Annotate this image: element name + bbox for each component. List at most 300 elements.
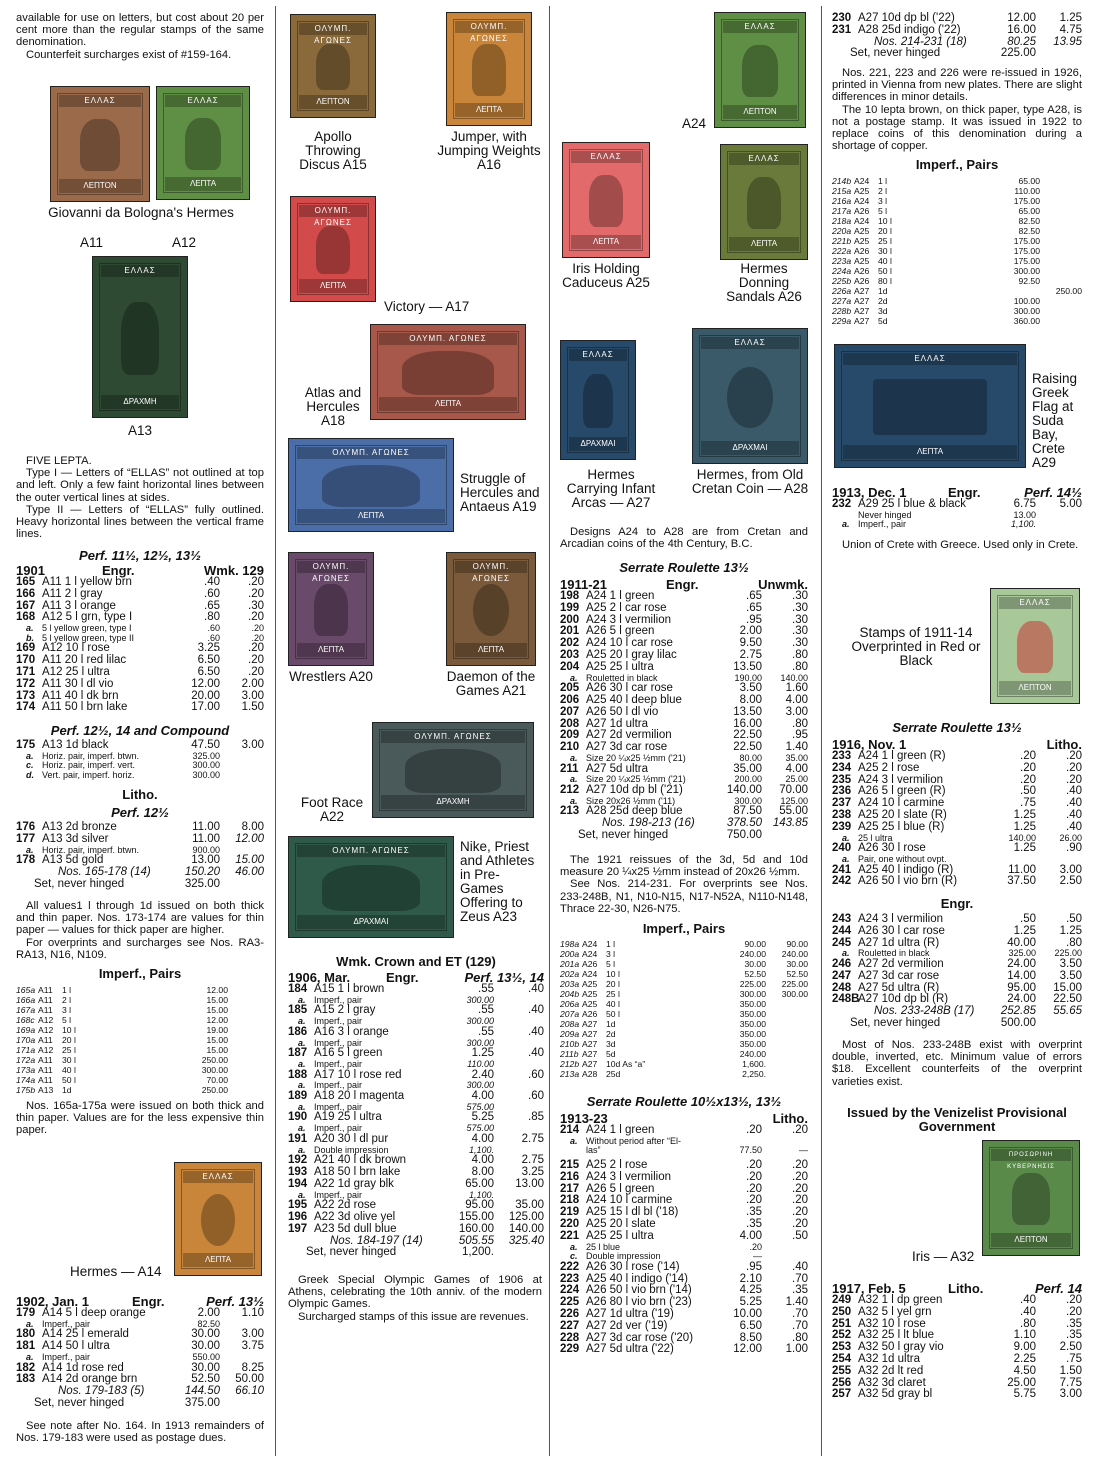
table-row bbox=[832, 971, 1082, 983]
pair-value: 175.00 bbox=[1013, 246, 1040, 256]
catalog-number: 200a bbox=[560, 949, 580, 959]
label-a28: Hermes, from Old Cretan Coin — A28 bbox=[691, 467, 809, 496]
table-1901 bbox=[16, 563, 264, 714]
overprint-note: Most of Nos. 233-248B exist with overprint double, inverted, etc. Minimum value of errors $18. Excellent counterfeits of the overprint varieties exist. bbox=[832, 1039, 1082, 1088]
table-1906 bbox=[288, 970, 544, 1259]
description: A27 10d dp bl ('22) bbox=[858, 12, 955, 24]
unused-value: 82.50 bbox=[197, 1318, 220, 1329]
catalog-number: a. bbox=[26, 750, 34, 761]
catalog-number: a. bbox=[26, 844, 34, 855]
used-value: .60 bbox=[528, 1089, 544, 1102]
used-value: 70.00 bbox=[779, 783, 808, 796]
unused-value: .20 bbox=[746, 1158, 762, 1171]
catalog-number: 233 bbox=[832, 750, 852, 762]
table-row bbox=[832, 876, 1082, 888]
unused-value: 8.50 bbox=[739, 1331, 762, 1344]
catalog-number: 255 bbox=[832, 1364, 852, 1377]
design-type: A27 bbox=[854, 296, 870, 306]
unused-value: 11.00 bbox=[192, 821, 220, 833]
description: A24 3 l vermilion bbox=[586, 1170, 672, 1183]
description: Imperf., pair bbox=[314, 1101, 363, 1112]
pair-value: 250.00 bbox=[201, 1085, 228, 1095]
imperf-row bbox=[832, 186, 1082, 196]
used-value: .80 bbox=[1066, 936, 1082, 949]
design-type: A26 bbox=[854, 206, 870, 216]
catalog-number: a. bbox=[570, 752, 578, 763]
description: A25 2 l rose bbox=[586, 1158, 648, 1171]
description: 5 l yellow green, type I bbox=[42, 623, 132, 634]
catalog-number: 234 bbox=[832, 761, 852, 774]
description: A32 3d claret bbox=[858, 1376, 926, 1389]
description: A25 15 l dl bl ('18) bbox=[586, 1206, 679, 1219]
description: A14 1d rose red bbox=[42, 1361, 124, 1374]
stamp-a15: ΟΛΥΜΠ. ΑΓΩΝΕΣ ΛΕΠΤΟΝ bbox=[290, 14, 376, 118]
table-row bbox=[560, 1219, 808, 1231]
stamp-a18: ΟΛΥΜΠ. ΑΓΩΝΕΣ ΛΕΠΤΑ bbox=[370, 324, 526, 420]
catalog-number: 215 bbox=[560, 1158, 580, 1171]
catalog-number: a. bbox=[298, 1123, 306, 1134]
used-value: .30 bbox=[792, 625, 808, 638]
imperf-heading: Imperf., Pairs bbox=[915, 157, 999, 172]
unused-value: 160.00 bbox=[458, 1222, 494, 1235]
used-value: .20 bbox=[1066, 1305, 1082, 1318]
denomination: 25 l bbox=[62, 1045, 76, 1055]
imperf-row bbox=[560, 1059, 808, 1069]
description: A32 5d gray bl bbox=[858, 1388, 933, 1401]
stamp-a13: ΕΛΛΑΣ ΔΡΑΧΜΗ bbox=[92, 256, 188, 418]
description: A11 40 l dk brn bbox=[42, 689, 119, 702]
catalog-number: 196 bbox=[288, 1210, 308, 1223]
design-type: A25 bbox=[854, 186, 870, 196]
design-type: A25 bbox=[582, 979, 598, 989]
imperf-row bbox=[560, 939, 808, 949]
imperf-row bbox=[560, 999, 808, 1009]
unused-value: 300.00 bbox=[466, 1016, 494, 1027]
pair-value-used: 240.00 bbox=[781, 949, 808, 959]
pair-value: 350.00 bbox=[739, 999, 766, 1009]
catalog-number: 195 bbox=[288, 1199, 308, 1212]
label-a13: A13 bbox=[127, 423, 153, 438]
catalog-number: 207a bbox=[560, 1009, 580, 1019]
column-rule bbox=[549, 6, 550, 1456]
used-value: .20 bbox=[792, 1206, 808, 1219]
denomination: 3 l bbox=[606, 949, 616, 959]
design-type: A25 bbox=[854, 256, 870, 266]
used-value: .20 bbox=[251, 623, 264, 634]
design-type: A27 bbox=[854, 316, 870, 326]
unused-value: 17.00 bbox=[191, 701, 220, 714]
unused-value: .20 bbox=[749, 1241, 762, 1252]
description: A19 25 l ultra bbox=[314, 1111, 382, 1124]
used-value: 26.00 bbox=[1059, 832, 1082, 843]
catalog-number: 206a bbox=[560, 999, 580, 1009]
catalog-number: 198a bbox=[560, 939, 580, 949]
table-row bbox=[832, 25, 1082, 37]
stamp-a12: ΕΛΛΑΣ ΛΕΠΤΑ bbox=[156, 86, 250, 200]
stamp-a16: ΟΛΥΜΠ. ΑΓΩΝΕΣ ΛΕΠΤΑ bbox=[446, 12, 532, 126]
unused-value: 22.50 bbox=[733, 741, 762, 754]
stamp-a29: ΕΛΛΑΣ ΛΕΠΤΑ bbox=[834, 344, 1026, 468]
label-a29: Raising Greek Flag at Suda Bay, Crete A29 bbox=[1032, 371, 1078, 470]
denomination: 50 l bbox=[878, 266, 892, 276]
description: A18 50 l brn lake bbox=[314, 1165, 401, 1178]
denomination: 80 l bbox=[878, 276, 892, 286]
unused-value: .40 bbox=[204, 576, 220, 588]
pair-value: 240.00 bbox=[739, 949, 766, 959]
description: A32 1d ultra bbox=[858, 1352, 921, 1365]
description: A24 1 l green bbox=[586, 590, 655, 602]
table-176 bbox=[16, 822, 264, 891]
table-row bbox=[16, 834, 264, 846]
description: A27 5d ultra ('22) bbox=[586, 1343, 674, 1356]
denomination: 10 l bbox=[878, 216, 892, 226]
unused-value: 1.25 bbox=[1013, 842, 1036, 855]
total-row bbox=[16, 867, 264, 879]
used-value: .40 bbox=[528, 1047, 544, 1060]
catalog-number: a. bbox=[842, 853, 850, 864]
description: A16 5 l green bbox=[314, 1047, 383, 1060]
table-1902 bbox=[16, 1294, 264, 1410]
unused-value: 300.00 bbox=[192, 760, 220, 771]
description: A13 3d silver bbox=[42, 832, 109, 845]
column-3 bbox=[560, 0, 808, 1462]
pair-value: 12.00 bbox=[206, 985, 228, 995]
denomination: 50 l bbox=[606, 1009, 620, 1019]
description: Imperf., pair bbox=[42, 1318, 91, 1329]
unused-value: 110.00 bbox=[467, 1058, 494, 1069]
imperf-row bbox=[560, 1029, 808, 1039]
unused-value: 24.00 bbox=[1007, 993, 1036, 1006]
denomination: 30 l bbox=[62, 1055, 76, 1065]
imperf-row bbox=[832, 316, 1082, 326]
description: Pair, one without ovpt. bbox=[858, 853, 947, 864]
unused-value: 1.25 bbox=[1013, 924, 1036, 937]
unused-value: 30.00 bbox=[191, 1328, 220, 1341]
used-value: 2.50 bbox=[1059, 1341, 1082, 1354]
catalog-number: 168 bbox=[16, 611, 36, 624]
description: A26 5 l green bbox=[586, 625, 655, 638]
used-value: .20 bbox=[251, 632, 264, 643]
description: A14 25 l emerald bbox=[42, 1328, 129, 1341]
table-row bbox=[16, 679, 264, 691]
table-row bbox=[560, 695, 808, 707]
unused-value: .20 bbox=[1020, 750, 1036, 762]
description: A11 30 l dl vio bbox=[42, 677, 114, 690]
end-note: See note after No. 164. In 1913 remainders of Nos. 179-183 were used as postage dues. bbox=[16, 1420, 264, 1445]
description: Rouletted in black bbox=[586, 672, 658, 683]
design-type: A11 bbox=[38, 1035, 53, 1045]
unused-value: 12.00 bbox=[733, 1343, 762, 1356]
unused-value: 1,200. bbox=[462, 1246, 494, 1259]
catalog-number: 175b bbox=[16, 1085, 36, 1095]
label-a15: Apollo Throwing Discus A15 bbox=[299, 129, 367, 172]
pair-value: 65.00 bbox=[1018, 176, 1040, 186]
denomination: 3d bbox=[606, 1039, 616, 1049]
table-row bbox=[832, 810, 1082, 822]
unused-value: 505.55 bbox=[458, 1234, 494, 1247]
catalog-number: 236 bbox=[832, 785, 852, 798]
pair-value: 240.00 bbox=[739, 1049, 766, 1059]
design-type: A27 bbox=[582, 1049, 598, 1059]
used-value: .20 bbox=[792, 1217, 808, 1230]
description: A24 1 l green (R) bbox=[858, 750, 946, 762]
catalog-number: 172 bbox=[16, 677, 36, 690]
unused-value: .35 bbox=[746, 1206, 762, 1219]
used-value: .20 bbox=[248, 611, 264, 624]
label-a11: A11 bbox=[80, 235, 104, 250]
description: A22 1d gray blk bbox=[314, 1177, 394, 1190]
imperf-row bbox=[16, 1045, 264, 1055]
catalog-number: 175 bbox=[16, 739, 36, 751]
imperf-row bbox=[560, 1049, 808, 1059]
catalog-number: 182 bbox=[16, 1361, 36, 1374]
description: Size 20 ¼x25 ½mm ('21) bbox=[586, 774, 686, 785]
used-value: .20 bbox=[1066, 1294, 1082, 1306]
unused-value: 300.00 bbox=[466, 1037, 494, 1048]
table-row bbox=[560, 662, 808, 674]
imperf-row bbox=[560, 1069, 808, 1079]
catalog-number: a. bbox=[298, 994, 306, 1005]
description: A11 50 l brn lake bbox=[42, 701, 128, 714]
catalog-number: 229a bbox=[832, 316, 852, 326]
catalog-number: 193 bbox=[288, 1165, 308, 1178]
table-row bbox=[832, 1389, 1082, 1401]
catalog-number: 243 bbox=[832, 913, 852, 925]
design-type: A11 bbox=[38, 1055, 53, 1065]
unused-value: .55 bbox=[478, 1025, 494, 1038]
imperf-table bbox=[560, 939, 808, 1079]
table-row bbox=[560, 785, 808, 797]
used-value: 325.40 bbox=[508, 1234, 544, 1247]
used-value: .50 bbox=[1066, 913, 1082, 925]
table-header: 1917, Feb. 5 Litho. Perf. 14 bbox=[832, 1281, 1082, 1296]
design-type: A26 bbox=[582, 959, 598, 969]
used-value: .80 bbox=[792, 717, 808, 730]
denomination: 50 l bbox=[62, 1075, 76, 1085]
catalog-number: 248 bbox=[832, 981, 852, 994]
unused-value: .65 bbox=[204, 599, 220, 612]
used-value: 55.00 bbox=[779, 805, 808, 818]
stamp-a19: ΟΛΥΜΠ. ΑΓΩΝΕΣ ΛΕΠΤΑ bbox=[288, 438, 454, 532]
catalog-number: a. bbox=[298, 1080, 306, 1091]
used-value: .20 bbox=[248, 642, 264, 655]
description: A32 5 l yel grn bbox=[858, 1305, 932, 1318]
design-type: A24 bbox=[582, 969, 598, 979]
used-value: 3.75 bbox=[241, 1340, 264, 1353]
description: A26 50 l vio brn (R) bbox=[858, 875, 958, 888]
unused-value: 375.00 bbox=[184, 1396, 220, 1409]
unused-value: 325.00 bbox=[184, 877, 220, 890]
unused-value: 4.00 bbox=[739, 1229, 762, 1242]
table-row bbox=[288, 1179, 544, 1191]
description: Set, never hinged bbox=[306, 1246, 397, 1259]
pair-value: 1,600. bbox=[742, 1059, 766, 1069]
description: Horiz. pair, imperf. btwn. bbox=[42, 750, 140, 761]
description: A25 20 l gray lilac bbox=[586, 648, 677, 661]
design-type: A12 bbox=[38, 1045, 54, 1055]
pair-value: 350.00 bbox=[739, 1019, 766, 1029]
description: A27 2d vermilion bbox=[858, 957, 944, 970]
used-value: 13.00 bbox=[515, 1177, 544, 1190]
pair-value: 30.00 bbox=[744, 959, 766, 969]
catalog-number: 181 bbox=[16, 1340, 36, 1353]
description: Imperf., pair bbox=[314, 1037, 363, 1048]
unused-value: 325.00 bbox=[1008, 948, 1036, 959]
catalog-number: a. bbox=[298, 1189, 306, 1200]
pair-value: 100.00 bbox=[1013, 296, 1040, 306]
used-value: — bbox=[799, 1145, 808, 1156]
catalog-number: 246 bbox=[832, 957, 852, 970]
used-value: 13.95 bbox=[1053, 35, 1082, 48]
unused-value: 4.25 bbox=[739, 1284, 762, 1297]
catalog-number: 203a bbox=[560, 979, 580, 989]
used-value: .30 bbox=[792, 590, 808, 602]
imperf-heading: Imperf., Pairs bbox=[642, 921, 726, 936]
used-value: 15.00 bbox=[1053, 981, 1082, 994]
label-a27: Hermes Carrying Infant Arcas — A27 bbox=[566, 467, 656, 510]
description: 25 l blue bbox=[586, 1241, 621, 1252]
used-value: 66.10 bbox=[235, 1385, 264, 1398]
table-header: 1906, Mar. Engr. Perf. 13½, 14 bbox=[288, 970, 544, 985]
used-value: .35 bbox=[1066, 1317, 1082, 1330]
imperf-row bbox=[832, 256, 1082, 266]
table-row bbox=[560, 603, 808, 615]
table-row bbox=[16, 667, 264, 679]
catalog-number: a. bbox=[570, 1135, 578, 1146]
used-value: 55.65 bbox=[1053, 1005, 1082, 1018]
imperf-row bbox=[560, 1019, 808, 1029]
wmk-heading: Wmk. Crown and ET (129) bbox=[336, 954, 496, 969]
catalog-number: 225 bbox=[560, 1296, 580, 1309]
catalog-number: 226 bbox=[560, 1307, 580, 1320]
description: Horiz. pair, imperf. vert. bbox=[42, 760, 136, 771]
used-value: .30 bbox=[792, 637, 808, 650]
imperf-row bbox=[16, 985, 264, 995]
catalog-number: 203 bbox=[560, 648, 580, 661]
imperf-row bbox=[832, 196, 1082, 206]
description: A27 5d ultra bbox=[586, 762, 649, 775]
description: Set, never hinged bbox=[850, 47, 941, 60]
imperf-row bbox=[832, 206, 1082, 216]
used-value: .95 bbox=[792, 729, 808, 742]
imperf-row bbox=[560, 969, 808, 979]
used-value: 125.00 bbox=[780, 795, 808, 806]
design-type: A24 bbox=[854, 196, 870, 206]
used-value: .20 bbox=[248, 654, 264, 667]
catalog-number: a. bbox=[570, 774, 578, 785]
stamp-a20: ΟΛΥΜΠ. ΑΓΩΝΕΣ ΛΕΠΤΑ bbox=[288, 552, 374, 666]
unused-value: 13.00 bbox=[191, 854, 220, 867]
used-value: .30 bbox=[792, 601, 808, 614]
pair-value: 350.00 bbox=[739, 1029, 766, 1039]
denomination: 10d As “a” bbox=[606, 1059, 646, 1069]
pair-value: 300.00 bbox=[739, 989, 766, 999]
unused-value: 1.10 bbox=[1013, 1329, 1036, 1342]
pair-value-used: 30.00 bbox=[786, 959, 808, 969]
unused-value: 2.00 bbox=[197, 1307, 220, 1319]
description: A25 40 l indigo ('14) bbox=[586, 1272, 688, 1285]
catalog-number: 254 bbox=[832, 1352, 852, 1365]
used-value: 1.40 bbox=[785, 741, 808, 754]
stamp-a14: ΕΛΛΑΣ ΛΕΠΤΑ bbox=[174, 1162, 262, 1276]
catalog-number: 171 bbox=[16, 665, 36, 678]
used-value: 12.00 bbox=[235, 832, 264, 845]
pair-value: 52.50 bbox=[744, 969, 766, 979]
denomination: 1 l bbox=[62, 985, 72, 995]
description: A15 1 l brown bbox=[314, 983, 385, 995]
unused-value: 14.00 bbox=[1007, 969, 1036, 982]
stamp-a23: ΟΛΥΜΠ. ΑΓΩΝΕΣ ΔΡΑΧΜΑΙ bbox=[288, 836, 454, 938]
label-a16: Jumper, with Jumping Weights A16 bbox=[437, 129, 541, 172]
description: A24 10 l carmine bbox=[858, 797, 945, 810]
design-type: A28 bbox=[582, 1069, 598, 1079]
design-type: A27 bbox=[582, 1019, 598, 1029]
catalog-number: 222a bbox=[832, 246, 852, 256]
description: A22 3d olive yel bbox=[314, 1210, 396, 1223]
catalog-number: 252 bbox=[832, 1329, 852, 1342]
catalog-number: 223a bbox=[832, 256, 852, 266]
catalog-number: 176 bbox=[16, 821, 36, 833]
label-a18: Atlas and Hercules A18 bbox=[304, 385, 362, 428]
unused-value: 1,100. bbox=[468, 1189, 494, 1200]
used-value: 3.00 bbox=[241, 1328, 264, 1341]
pair-value: 360.00 bbox=[1013, 316, 1040, 326]
unused-value: 25.00 bbox=[1007, 1376, 1036, 1389]
description: A13 5d gold bbox=[42, 854, 104, 867]
description: A14 2d orange brn bbox=[42, 1373, 138, 1386]
table-header: 1913, Dec. 1 Engr. Perf. 14½ bbox=[832, 485, 1082, 500]
unused-value: 6.50 bbox=[197, 654, 220, 667]
used-value: 1.25 bbox=[1059, 924, 1082, 937]
table-row bbox=[288, 1167, 544, 1179]
catalog-number: 187 bbox=[288, 1047, 308, 1060]
description: A25 2 l rose bbox=[858, 761, 920, 774]
intro-text bbox=[16, 12, 264, 61]
used-value: .20 bbox=[248, 665, 264, 678]
values-note: All values1 l through 1d issued on both thick and thin paper. Nos. 173-174 are values for thin paper — values for thick paper are higher. For overprints and surcharges see Nos. RA3-RA13, N16, N109. bbox=[16, 900, 264, 961]
unused-value: 190.00 bbox=[734, 672, 762, 683]
stamp-a26: ΕΛΛΑΣ ΛΕΠΤΑ bbox=[720, 144, 808, 260]
label-a25: Iris Holding Caduceus A25 bbox=[562, 261, 650, 290]
catalog-number: 173 bbox=[16, 689, 36, 702]
table-1916 bbox=[832, 737, 1082, 888]
used-value: .80 bbox=[792, 660, 808, 673]
used-value: 3.00 bbox=[785, 705, 808, 718]
pair-value: 350.00 bbox=[739, 1039, 766, 1049]
pair-value: 15.00 bbox=[206, 1045, 228, 1055]
used-value: 1.60 bbox=[785, 682, 808, 695]
never-hinged-row bbox=[832, 1018, 1082, 1030]
catalog-number: a. bbox=[298, 1016, 306, 1027]
table-1917 bbox=[832, 1281, 1082, 1401]
used-value: .20 bbox=[792, 1182, 808, 1195]
imperf-row bbox=[560, 949, 808, 959]
catalog-number: 224a bbox=[832, 266, 852, 276]
never-hinged-row bbox=[288, 1247, 544, 1259]
catalog-number: 165a bbox=[16, 985, 36, 995]
denomination: 5 l bbox=[606, 959, 616, 969]
description: Imperf., pair bbox=[42, 1351, 91, 1362]
catalog-number: 170 bbox=[16, 654, 36, 667]
used-value: .20 bbox=[792, 1124, 808, 1136]
catalog-number: 209 bbox=[560, 729, 580, 742]
catalog-number: a. bbox=[842, 519, 850, 530]
denomination: 2d bbox=[606, 1029, 616, 1039]
description: Set, never hinged bbox=[578, 828, 669, 841]
catalog-number: 190 bbox=[288, 1111, 308, 1124]
used-value: 4.00 bbox=[785, 693, 808, 706]
catalog-number: 227a bbox=[832, 296, 852, 306]
